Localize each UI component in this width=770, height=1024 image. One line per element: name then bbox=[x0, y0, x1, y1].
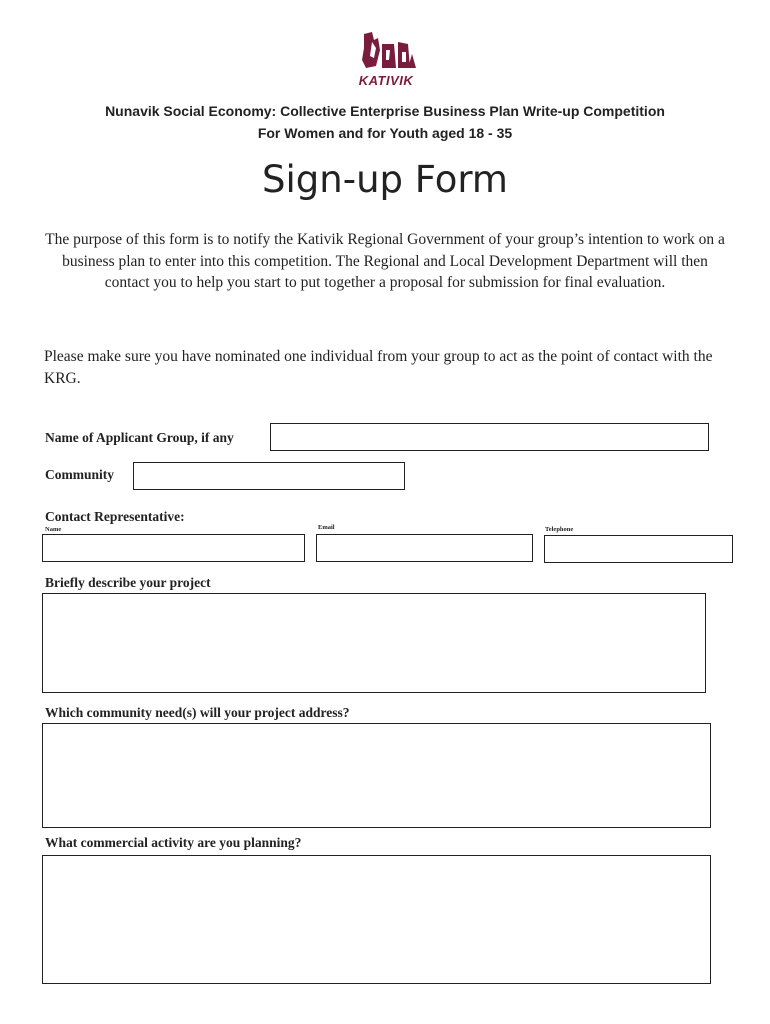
community-need-label: Which community need(s) will your project address? bbox=[45, 705, 350, 720]
community-label: Community bbox=[45, 467, 115, 482]
page-title: Sign-up Form bbox=[262, 158, 508, 201]
commercial-activity-label: What commercial activity are you planning? bbox=[45, 835, 302, 850]
kativik-logo bbox=[354, 30, 418, 92]
contact-note: Please make sure you have nominated one individual from your group to act as the point of contact with the KRG. bbox=[44, 348, 713, 387]
project-description-field[interactable] bbox=[42, 593, 706, 693]
email-label: Email bbox=[318, 524, 335, 531]
contact-email-field[interactable] bbox=[316, 534, 533, 562]
logo-wordmark: KATIVIK bbox=[358, 73, 414, 88]
contact-representative-label: Contact Representative: bbox=[45, 509, 185, 524]
applicant-group-field[interactable] bbox=[270, 423, 709, 451]
community-field[interactable] bbox=[133, 462, 405, 490]
contact-telephone-field[interactable] bbox=[544, 535, 733, 563]
commercial-activity-field[interactable] bbox=[42, 855, 711, 984]
name-label: Name bbox=[45, 526, 62, 533]
applicant-group-label: Name of Applicant Group, if any bbox=[45, 430, 234, 445]
telephone-label: Telephone bbox=[545, 526, 574, 533]
community-need-field[interactable] bbox=[42, 723, 711, 828]
contact-name-field[interactable] bbox=[42, 534, 305, 562]
project-description-label: Briefly describe your project bbox=[45, 575, 211, 590]
intro-paragraph: The purpose of this form is to notify the Kativik Regional Government of your group’s intention to work on a business plan to enter into this competition. The Regional and Local Development Department will then contact you to help you start to put together a proposal for submission for final evaluation. bbox=[45, 231, 725, 291]
competition-subtitle: For Women and for Youth aged 18 - 35 bbox=[257, 125, 513, 141]
competition-title: Nunavik Social Economy: Collective Enterprise Business Plan Write-up Competition bbox=[105, 103, 665, 119]
